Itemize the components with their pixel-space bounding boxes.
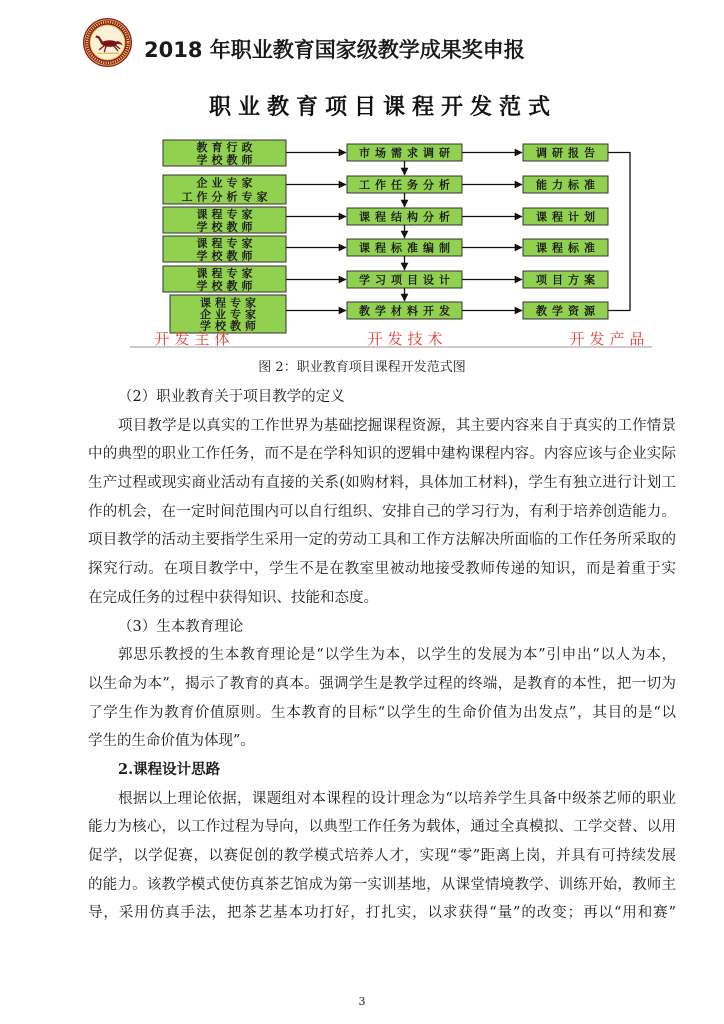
paragraph-line: 的能力。该教学模式使仿真茶艺馆成为第一实训基地，从课堂情境教学、训练开始，教师主 bbox=[88, 876, 676, 893]
subject-label-line: 学校教师 bbox=[196, 153, 257, 167]
paragraph-line: 郭思乐教授的生本教育理论是“以学生为本，以学生的发展为本”引申出“以人为本， bbox=[118, 647, 676, 664]
paragraph-line: 生产过程或现实商业活动有直接的关系(如购材料，具体加工材料)，学生有独立进行计划工 bbox=[88, 475, 676, 492]
product-label: 能力标准 bbox=[536, 178, 600, 192]
technique-node bbox=[347, 208, 462, 225]
product-label: 课程标准 bbox=[536, 241, 600, 255]
product-label: 课程计划 bbox=[536, 210, 600, 224]
product-node bbox=[523, 176, 608, 193]
product-node bbox=[523, 302, 608, 319]
school-seal-horse-icon bbox=[82, 17, 133, 68]
paragraph-line: 了学生作为教育价值原则。生本教育的目标“以学生的生命价值为出发点”，其目的是“以 bbox=[88, 704, 676, 721]
subject-label-line: 学校教师 bbox=[200, 319, 260, 333]
paragraph-line: 以生命为本”，揭示了教育的真本。强调学生是教学过程的终端，是教育的本性，把一切为 bbox=[88, 675, 676, 692]
paragraph-line: 在完成任务的过程中获得知识、技能和态度。 bbox=[88, 589, 378, 606]
paragraph-line: 根据以上理论依据，课题组对本课程的设计理念为“以培养学生具备中级茶艺师的职业 bbox=[118, 790, 676, 807]
header-title: 2018 年职业教育国家级教学成果奖申报 bbox=[144, 38, 525, 62]
subject-node bbox=[163, 175, 286, 204]
paragraph-line: 项目教学的活动主要指学生采用一定的劳动工具和工作方法解决所面临的工作任务所采取的 bbox=[88, 532, 676, 549]
product-label: 教学资源 bbox=[536, 304, 600, 318]
product-label: 调研报告 bbox=[536, 146, 600, 160]
feedback-bracket bbox=[608, 153, 630, 311]
paragraph-line: 作的机会，在一定时间范围内可以自行组织、安排自己的学习行为，有利于培养创造能力。 bbox=[88, 503, 676, 520]
paragraph-line: 项目教学是以真实的工作世界为基础挖掘课程资源，其主要内容来自于真实的工作情景 bbox=[118, 417, 676, 434]
technique-label: 工作任务分析 bbox=[359, 178, 455, 192]
product-node bbox=[523, 239, 608, 256]
product-node bbox=[523, 144, 608, 161]
technique-node bbox=[347, 144, 462, 161]
subject-label-line: 课程专家 bbox=[196, 267, 257, 280]
technique-label: 教学材料开发 bbox=[359, 304, 455, 318]
product-label: 项目方案 bbox=[536, 273, 600, 287]
section-heading: 2.课程设计思路 bbox=[118, 760, 221, 778]
paragraph-line: 中的典型的职业工作任务，而不是在学科知识的逻辑中建构课程内容。内容应该与企业实际 bbox=[88, 446, 676, 463]
subject-label-line: 课程专家 bbox=[196, 208, 257, 221]
subject-node bbox=[170, 295, 286, 333]
product-node bbox=[523, 271, 608, 288]
page-number: 3 bbox=[358, 995, 366, 1008]
paragraph-line: 能力为核心，以工作过程为导向，以典型工作任务为载体，通过全真模拟、工学交替、以用 bbox=[88, 819, 676, 836]
section-heading: （3）生本教育理论 bbox=[118, 618, 244, 635]
subject-to-technique-arrows bbox=[286, 153, 346, 311]
column-label-subjects: 开发主体 bbox=[154, 330, 235, 348]
subject-label-line: 企业专家 bbox=[196, 176, 257, 190]
subject-label-line: 企业专家 bbox=[200, 308, 260, 321]
subject-node bbox=[163, 236, 286, 263]
paragraph-line: 探究行动。在项目教学中，学生不是在教室里被动地接受教师传递的知识，而是着重于实 bbox=[88, 561, 676, 578]
technique-node bbox=[347, 271, 462, 288]
paragraph-line: 导，采用仿真手法，把茶艺基本功打好，打扎实，以求获得“量”的改变；再以“用和赛” bbox=[88, 905, 676, 922]
paragraph-line: 学生的生命价值为体现”。 bbox=[88, 733, 255, 750]
diagram-title: 职业教育项目课程开发范式 bbox=[208, 94, 558, 120]
technique-label: 学习项目设计 bbox=[359, 273, 455, 287]
subject-label-line: 学校教师 bbox=[196, 249, 257, 263]
subject-label-line: 学校教师 bbox=[196, 279, 257, 293]
technique-node bbox=[347, 239, 462, 256]
technique-to-product-arrows bbox=[462, 153, 522, 311]
subject-label-line: 教育行政 bbox=[196, 141, 257, 154]
subject-label-line: 工作分析专家 bbox=[181, 190, 272, 204]
column-label-techniques: 开发技术 bbox=[367, 330, 448, 348]
subject-label-line: 课程专家 bbox=[200, 296, 260, 310]
paragraph-line: 促学，以学促赛，以赛促创的教学模式培养人才，实现“零”距离上岗，并具有可持续发展 bbox=[88, 848, 676, 864]
technique-node bbox=[347, 302, 462, 319]
technique-label: 课程结构分析 bbox=[359, 210, 455, 224]
subject-node bbox=[163, 207, 286, 234]
column-label-products: 开发产品 bbox=[569, 330, 650, 348]
technique-label: 课程标准编制 bbox=[359, 241, 455, 255]
course-development-diagram bbox=[0, 80, 724, 350]
section-heading: （2）职业教育关于项目教学的定义 bbox=[118, 389, 345, 405]
subject-node bbox=[163, 266, 286, 293]
body-text bbox=[88, 383, 676, 928]
subject-label-line: 课程专家 bbox=[196, 237, 257, 250]
product-node bbox=[523, 208, 608, 225]
technique-label: 市场需求调研 bbox=[359, 146, 455, 160]
subject-label-line: 学校教师 bbox=[196, 220, 257, 234]
technique-node bbox=[347, 176, 462, 193]
subject-node bbox=[163, 140, 286, 167]
figure-caption: 图 2：职业教育项目课程开发范式图 bbox=[258, 360, 466, 375]
